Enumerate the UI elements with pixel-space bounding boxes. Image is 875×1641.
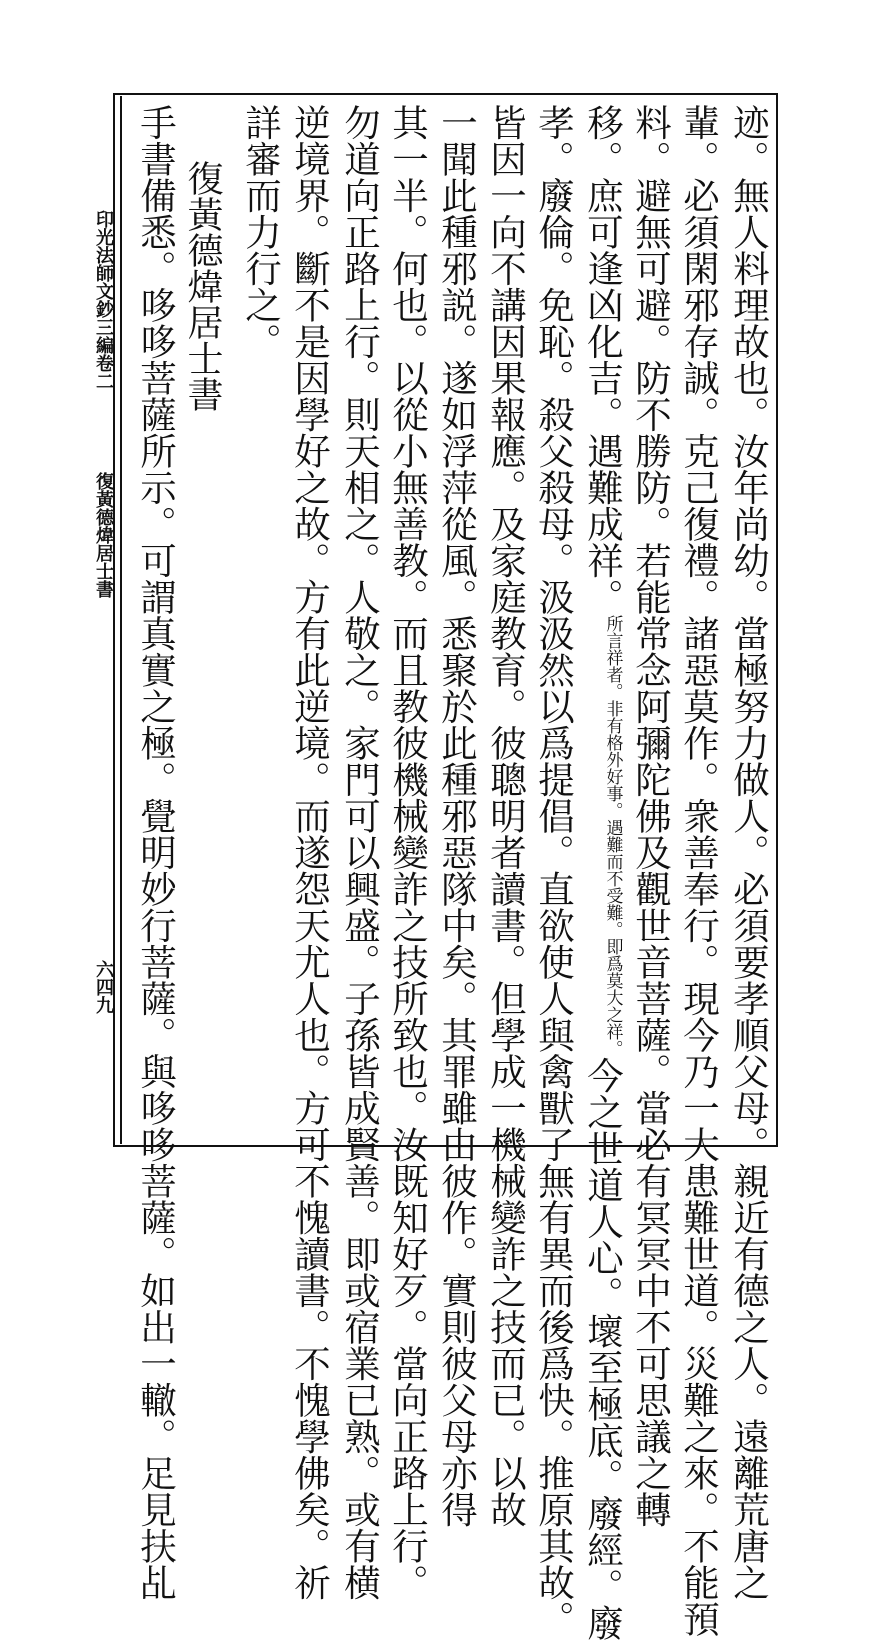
annotation-note <box>585 615 621 1057</box>
text-column-11: 詳審而力行之。 <box>239 104 283 360</box>
text-column-3: 料。避無可避。防不勝防。若能常念阿彌陀佛及觀世音菩薩。當必有冥冥中不可思議之轉 <box>629 104 673 1528</box>
text-column-7: 一聞此種邪説。遂如浮萍從風。悉聚於此種邪惡隊中矣。其罪雖由彼作。實則彼父母亦得 <box>435 104 479 1528</box>
text-column-4-before: 移。庶可逢凶化吉。遇難成祥。 <box>581 104 625 615</box>
text-column-1: 迹。無人料理故也。汝年尚幼。當極努力做人。必須要孝順父母。親近有德之人。遠離荒唐之 <box>727 104 771 1601</box>
text-column-8: 其一半。何也。以從小無善教。而且教彼機械變詐之技所致也。汝既知好歹。當向正路上行。 <box>386 104 430 1601</box>
letter-title: 復黃德煒居士書 <box>182 160 223 412</box>
text-column-4 <box>581 104 625 1641</box>
text-column-4-after: 今之世道人心。壞至極底。廢經。廢 <box>581 1057 625 1641</box>
text-column-2: 輩。必須閑邪存誠。克己復禮。諸惡莫作。衆善奉行。現今乃一大患難世道。災難之來。不能預 <box>677 104 721 1637</box>
page-number: 六四九 <box>93 960 114 1014</box>
section-title-margin: 復黃德煒居士書 <box>93 472 114 598</box>
annotation-note-left: 難而不受難。即爲莫大之祥。 <box>602 836 623 1057</box>
text-column-6: 皆因一向不講因果報應。及家庭教育。彼聰明者讀書。但學成一機械變詐之技而已。以故 <box>484 104 528 1528</box>
text-column-10: 逆境界。斷不是因學好之故。方有此逆境。而遂怨天尤人也。方可不愧讀書。不愧學佛矣。祈 <box>288 104 332 1601</box>
annotation-note-right: 所言祥者。非有格外好事。遇 <box>602 615 623 836</box>
frame-inner-line <box>120 96 122 1144</box>
text-column-13: 手書備悉。哆哆菩薩所示。可謂真實之極。覺明妙行菩薩。與哆哆菩薩。如出一轍。足見扶乩 <box>134 104 178 1601</box>
text-column-5: 孝。廢倫。免恥。殺父殺母。汲汲然以爲提倡。直欲使人與禽獸了無有異而後爲快。推原其故。 <box>532 104 576 1637</box>
text-column-9: 勿道向正路上行。則天相之。人敬之。家門可以興盛。子孫皆成賢善。即或宿業已熟。或有横 <box>338 104 382 1601</box>
book-title: 印光法師文鈔三編卷二 <box>93 210 114 390</box>
